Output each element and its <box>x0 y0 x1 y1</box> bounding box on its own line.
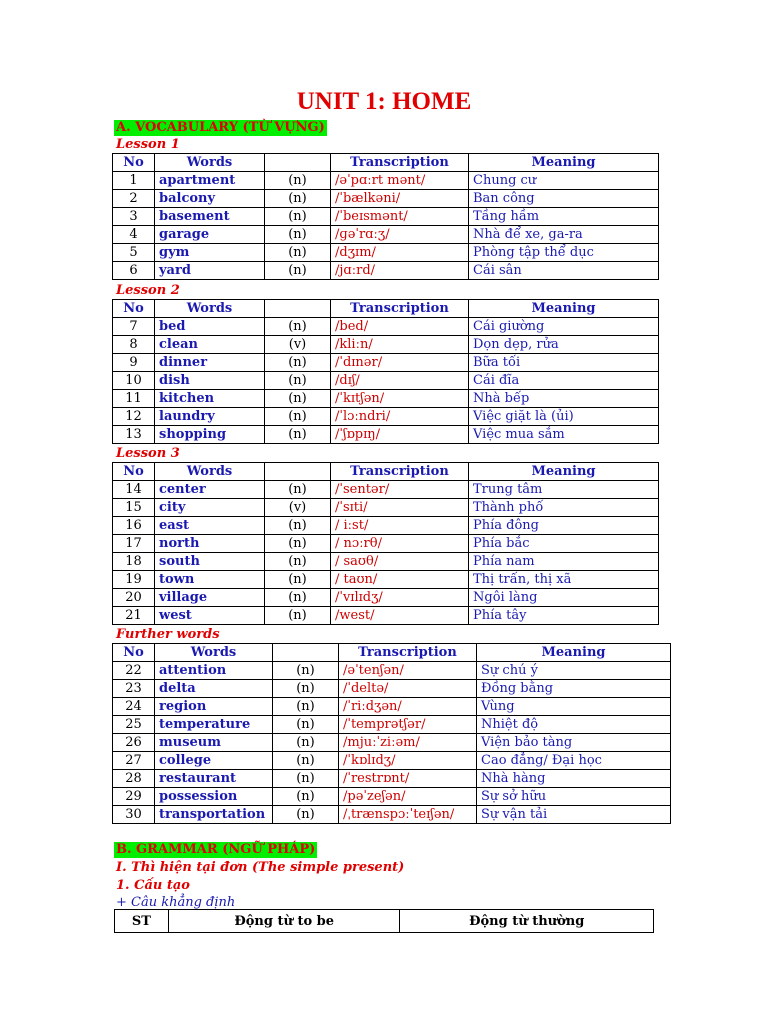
grammar-col-to-be: Động từ to be <box>168 910 400 933</box>
header-no: No <box>113 463 155 481</box>
row-number: 25 <box>113 716 155 734</box>
row-transcription: /ɡəˈrɑːʒ/ <box>331 226 469 244</box>
row-word: dinner <box>155 354 265 372</box>
row-meaning: Phòng tập thể dục <box>469 244 659 262</box>
row-part-of-speech: (n) <box>265 535 331 553</box>
row-part-of-speech: (n) <box>265 571 331 589</box>
row-part-of-speech: (n) <box>265 226 331 244</box>
row-word: center <box>155 481 265 499</box>
row-transcription: /ˈbælkəni/ <box>331 190 469 208</box>
row-number: 24 <box>113 698 155 716</box>
table-row <box>113 770 671 788</box>
lesson-label: Further words <box>116 627 220 642</box>
row-number: 27 <box>113 752 155 770</box>
section-a-heading: A. VOCABULARY (TỪ VỰNG) <box>116 120 325 135</box>
row-part-of-speech: (v) <box>265 499 331 517</box>
header-transcription: Transcription <box>339 644 477 662</box>
row-transcription: /dɪʃ/ <box>331 372 469 390</box>
row-number: 19 <box>113 571 155 589</box>
row-number: 9 <box>113 354 155 372</box>
table-row <box>113 426 659 444</box>
table-row <box>113 607 659 625</box>
row-word: kitchen <box>155 390 265 408</box>
row-number: 10 <box>113 372 155 390</box>
table-row <box>113 372 659 390</box>
row-meaning: Trung tâm <box>469 481 659 499</box>
table-row <box>113 499 659 517</box>
row-word: gym <box>155 244 265 262</box>
row-part-of-speech: (n) <box>273 662 339 680</box>
row-number: 15 <box>113 499 155 517</box>
header-words: Words <box>155 154 265 172</box>
vocab-table <box>112 299 659 444</box>
row-meaning: Phía bắc <box>469 535 659 553</box>
vocab-table <box>112 153 659 280</box>
vocab-table <box>112 462 659 625</box>
header-pos <box>265 463 331 481</box>
header-transcription: Transcription <box>331 463 469 481</box>
row-meaning: Sự chú ý <box>477 662 671 680</box>
row-part-of-speech: (n) <box>273 770 339 788</box>
row-transcription: /ˈsentər/ <box>331 481 469 499</box>
table-row <box>113 589 659 607</box>
row-number: 21 <box>113 607 155 625</box>
row-transcription: /ˌtrænspɔːˈteɪʃən/ <box>339 806 477 824</box>
row-transcription: / saʊθ/ <box>331 553 469 571</box>
header-pos <box>273 644 339 662</box>
row-number: 20 <box>113 589 155 607</box>
row-transcription: /əˈpɑːrt mənt/ <box>331 172 469 190</box>
table-row <box>113 553 659 571</box>
row-part-of-speech: (n) <box>265 553 331 571</box>
row-number: 6 <box>113 262 155 280</box>
header-meaning: Meaning <box>469 154 659 172</box>
row-meaning: Nhà để xe, ga-ra <box>469 226 659 244</box>
row-transcription: /kliːn/ <box>331 336 469 354</box>
row-word: yard <box>155 262 265 280</box>
page-title: UNIT 1: HOME <box>296 88 472 115</box>
row-word: town <box>155 571 265 589</box>
row-transcription: / nɔːrθ/ <box>331 535 469 553</box>
row-part-of-speech: (n) <box>273 806 339 824</box>
table-row <box>113 752 671 770</box>
lesson-label: Lesson 3 <box>116 446 180 461</box>
table-row <box>113 535 659 553</box>
row-part-of-speech: (n) <box>265 190 331 208</box>
row-transcription: /ˈkɒlɪdʒ/ <box>339 752 477 770</box>
row-meaning: Thị trấn, thị xã <box>469 571 659 589</box>
grammar-col-normal-verb: Động từ thường <box>400 910 654 933</box>
row-number: 16 <box>113 517 155 535</box>
header-no: No <box>113 300 155 318</box>
header-transcription: Transcription <box>331 300 469 318</box>
row-part-of-speech: (n) <box>265 172 331 190</box>
table-header-row <box>113 300 659 318</box>
row-number: 8 <box>113 336 155 354</box>
row-number: 28 <box>113 770 155 788</box>
table-row <box>113 262 659 280</box>
row-word: south <box>155 553 265 571</box>
header-pos <box>265 154 331 172</box>
grammar-col-st: ST <box>115 910 169 933</box>
header-words: Words <box>155 463 265 481</box>
header-transcription: Transcription <box>331 154 469 172</box>
row-meaning: Nhà bếp <box>469 390 659 408</box>
row-word: east <box>155 517 265 535</box>
table-row <box>113 481 659 499</box>
row-number: 4 <box>113 226 155 244</box>
row-transcription: /dʒɪm/ <box>331 244 469 262</box>
grammar-table <box>114 909 654 933</box>
row-part-of-speech: (n) <box>273 752 339 770</box>
row-transcription: /bed/ <box>331 318 469 336</box>
row-meaning: Cái sân <box>469 262 659 280</box>
row-part-of-speech: (n) <box>273 788 339 806</box>
row-number: 13 <box>113 426 155 444</box>
row-part-of-speech: (n) <box>273 734 339 752</box>
row-number: 26 <box>113 734 155 752</box>
row-word: west <box>155 607 265 625</box>
row-meaning: Việc giặt là (ủi) <box>469 408 659 426</box>
lesson-label: Lesson 1 <box>116 137 180 152</box>
table-row <box>113 172 659 190</box>
row-meaning: Phía nam <box>469 553 659 571</box>
row-transcription: /ˈrestrɒnt/ <box>339 770 477 788</box>
row-transcription: /ˈsɪti/ <box>331 499 469 517</box>
table-row <box>113 336 659 354</box>
row-number: 5 <box>113 244 155 262</box>
row-word: region <box>155 698 273 716</box>
table-row <box>113 788 671 806</box>
row-meaning: Cao đẳng/ Đại học <box>477 752 671 770</box>
row-word: transportation <box>155 806 273 824</box>
row-word: village <box>155 589 265 607</box>
row-meaning: Vùng <box>477 698 671 716</box>
table-header-row <box>113 644 671 662</box>
row-meaning: Nhiệt độ <box>477 716 671 734</box>
table-row <box>113 354 659 372</box>
table-row <box>113 408 659 426</box>
row-meaning: Dọn dẹp, rửa <box>469 336 659 354</box>
table-row <box>113 390 659 408</box>
row-transcription: /ˈʃɒpɪŋ/ <box>331 426 469 444</box>
header-meaning: Meaning <box>469 300 659 318</box>
row-transcription: /əˈtenʃən/ <box>339 662 477 680</box>
row-part-of-speech: (n) <box>265 517 331 535</box>
row-meaning: Cái giường <box>469 318 659 336</box>
row-meaning: Phía tây <box>469 607 659 625</box>
row-number: 7 <box>113 318 155 336</box>
table-row <box>113 208 659 226</box>
table-row <box>113 716 671 734</box>
row-meaning: Tầng hầm <box>469 208 659 226</box>
row-transcription: /ˈbeɪsmənt/ <box>331 208 469 226</box>
row-number: 30 <box>113 806 155 824</box>
row-word: city <box>155 499 265 517</box>
row-transcription: /jɑːrd/ <box>331 262 469 280</box>
row-part-of-speech: (v) <box>265 336 331 354</box>
grammar-sub-structure: 1. Cấu tạo <box>116 878 190 893</box>
row-meaning: Cái đĩa <box>469 372 659 390</box>
header-words: Words <box>155 300 265 318</box>
header-meaning: Meaning <box>477 644 671 662</box>
row-word: attention <box>155 662 273 680</box>
table-row <box>113 226 659 244</box>
row-transcription: /west/ <box>331 607 469 625</box>
row-part-of-speech: (n) <box>265 208 331 226</box>
lesson-label: Lesson 2 <box>116 283 180 298</box>
row-number: 22 <box>113 662 155 680</box>
row-number: 11 <box>113 390 155 408</box>
row-part-of-speech: (n) <box>273 680 339 698</box>
row-number: 2 <box>113 190 155 208</box>
row-part-of-speech: (n) <box>265 244 331 262</box>
row-transcription: /ˈdeltə/ <box>339 680 477 698</box>
table-header-row <box>113 463 659 481</box>
row-meaning: Ngôi làng <box>469 589 659 607</box>
section-b-heading: B. GRAMMAR (NGỮ PHÁP) <box>116 842 316 857</box>
row-number: 14 <box>113 481 155 499</box>
row-word: balcony <box>155 190 265 208</box>
row-transcription: /ˈkɪtʃən/ <box>331 390 469 408</box>
vocab-table <box>112 643 671 824</box>
row-transcription: /ˈriːdʒən/ <box>339 698 477 716</box>
header-no: No <box>113 154 155 172</box>
row-word: laundry <box>155 408 265 426</box>
table-row <box>113 806 671 824</box>
row-meaning: Việc mua sắm <box>469 426 659 444</box>
row-word: delta <box>155 680 273 698</box>
row-part-of-speech: (n) <box>265 354 331 372</box>
row-word: dish <box>155 372 265 390</box>
row-part-of-speech: (n) <box>265 426 331 444</box>
table-row <box>113 662 671 680</box>
row-transcription: /ˈvɪlɪdʒ/ <box>331 589 469 607</box>
row-word: possession <box>155 788 273 806</box>
row-meaning: Phía đông <box>469 517 659 535</box>
row-part-of-speech: (n) <box>265 318 331 336</box>
row-word: museum <box>155 734 273 752</box>
row-part-of-speech: (n) <box>265 481 331 499</box>
row-word: clean <box>155 336 265 354</box>
row-number: 18 <box>113 553 155 571</box>
row-word: shopping <box>155 426 265 444</box>
row-part-of-speech: (n) <box>265 372 331 390</box>
row-number: 1 <box>113 172 155 190</box>
row-meaning: Viện bảo tàng <box>477 734 671 752</box>
header-no: No <box>113 644 155 662</box>
row-word: apartment <box>155 172 265 190</box>
grammar-heading: I. Thì hiện tại đơn (The simple present) <box>116 860 405 875</box>
table-row <box>113 318 659 336</box>
header-meaning: Meaning <box>469 463 659 481</box>
table-row <box>113 698 671 716</box>
row-transcription: /ˈlɔːndri/ <box>331 408 469 426</box>
row-part-of-speech: (n) <box>265 390 331 408</box>
row-part-of-speech: (n) <box>265 589 331 607</box>
row-transcription: /ˈdɪnər/ <box>331 354 469 372</box>
table-row <box>113 680 671 698</box>
row-part-of-speech: (n) <box>273 698 339 716</box>
row-number: 12 <box>113 408 155 426</box>
row-transcription: /ˈtemprətʃər/ <box>339 716 477 734</box>
row-meaning: Chung cư <box>469 172 659 190</box>
grammar-sub-affirmative: + Câu khẳng định <box>116 895 236 910</box>
row-part-of-speech: (n) <box>265 607 331 625</box>
row-meaning: Nhà hàng <box>477 770 671 788</box>
row-word: garage <box>155 226 265 244</box>
table-row <box>113 244 659 262</box>
table-row <box>113 190 659 208</box>
row-word: college <box>155 752 273 770</box>
row-meaning: Sự sở hữu <box>477 788 671 806</box>
row-part-of-speech: (n) <box>273 716 339 734</box>
row-transcription: / iːst/ <box>331 517 469 535</box>
row-part-of-speech: (n) <box>265 408 331 426</box>
header-words: Words <box>155 644 273 662</box>
row-part-of-speech: (n) <box>265 262 331 280</box>
table-header-row <box>113 154 659 172</box>
table-row <box>113 734 671 752</box>
row-number: 3 <box>113 208 155 226</box>
row-meaning: Bữa tối <box>469 354 659 372</box>
row-word: north <box>155 535 265 553</box>
table-row <box>113 571 659 589</box>
row-transcription: /pəˈzeʃən/ <box>339 788 477 806</box>
row-number: 23 <box>113 680 155 698</box>
row-word: basement <box>155 208 265 226</box>
table-row <box>113 517 659 535</box>
row-word: bed <box>155 318 265 336</box>
row-number: 17 <box>113 535 155 553</box>
row-word: temperature <box>155 716 273 734</box>
row-meaning: Thành phố <box>469 499 659 517</box>
row-transcription: / taʊn/ <box>331 571 469 589</box>
row-word: restaurant <box>155 770 273 788</box>
row-number: 29 <box>113 788 155 806</box>
row-meaning: Đồng bằng <box>477 680 671 698</box>
header-pos <box>265 300 331 318</box>
row-transcription: /mjuːˈziːəm/ <box>339 734 477 752</box>
row-meaning: Ban công <box>469 190 659 208</box>
row-meaning: Sự vận tải <box>477 806 671 824</box>
